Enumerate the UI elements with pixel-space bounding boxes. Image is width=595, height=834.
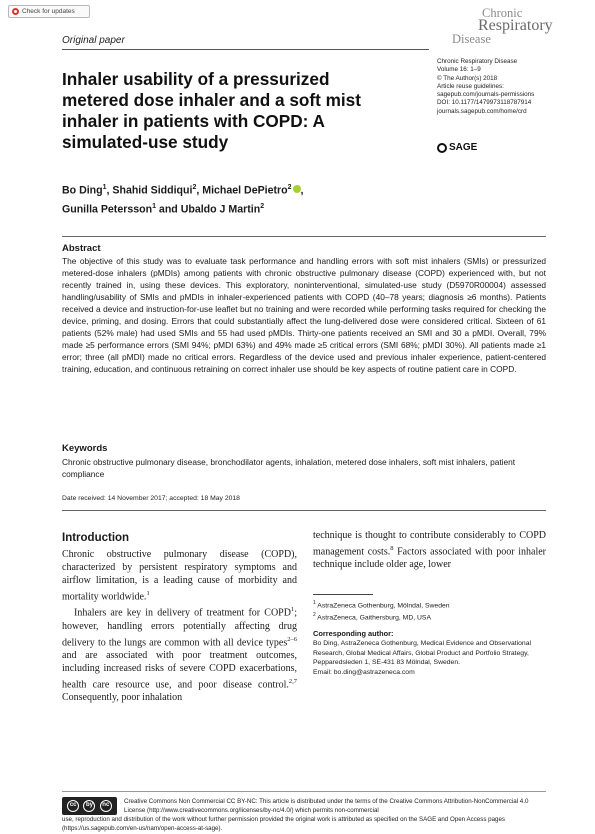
sage-ring-icon [437,143,447,153]
author-name: Shahid Siddiqui [112,184,193,197]
license-text-continued: use, reproduction and distribution of the work without further permission provided the original work is attributed as specified on the SAGE and Open Access pages (https://us.sagepub.com/en-us/nam/open-access-at-sage). [62,816,505,833]
paragraph-text: technique is thought to contribute considerably to COPD management costs. [313,530,546,558]
paragraph [313,529,546,571]
author-sep: , [106,184,113,197]
by-icon: by [83,800,95,812]
paragraph [62,603,297,704]
author-affil-sup: 2 [260,203,265,211]
meta-copyright: © The Author(s) 2018 [437,74,498,82]
introduction-column-2 [313,529,546,571]
paragraph-text: Factors associated with poor inhaler technique include older age, lower [313,546,546,571]
article-type: Original paper [62,35,125,46]
header-divider [62,49,429,50]
meta-permissions-link[interactable]: sagepub.com/journals-permissions [437,91,535,99]
abstract-heading: Abstract [62,243,101,254]
meta-volume: Volume 16: 1–9 [437,66,481,74]
corresponding-author [313,639,546,678]
affiliation-sup: 1 [313,600,316,606]
affiliations [313,599,546,623]
author-name: Ubaldo J Martin [180,203,261,216]
journal-logo-line-1: Chronic [482,6,523,20]
author-name: Bo Ding [62,184,103,197]
paragraph-text: Chronic obstructive pulmonary disease (COPD), characterized by persistent respiratory symptoms and airflow limitation, is a leading cause of morbidity and mortality worldwide. [62,549,297,603]
affiliation-sup: 2 [313,611,316,618]
paragraph-text: Consequently, poor inhalation [62,692,183,704]
introduction-column-1 [62,548,297,704]
journal-logo-line-2: Respiratory [478,17,553,34]
citation[interactable]: 1 [146,590,150,597]
corresponding-email[interactable]: Email: bo.ding@astrazeneca.com [313,669,415,677]
crossmark-icon [12,8,19,15]
author-list [62,180,422,218]
affiliation-text: AstraZeneca Gothenburg, Mölndal, Sweden [315,602,450,610]
publisher-name: SAGE [449,142,478,153]
corresponding-author-heading: Corresponding author: [313,629,394,638]
check-for-updates-button[interactable] [8,5,90,18]
author-affil-sup: 1 [152,203,156,211]
author-affil-sup: 1 [102,184,107,191]
citation[interactable]: 1 [290,606,295,614]
keywords-text: Chronic obstructive pulmonary disease, bronchodilator agents, inhalation, metered dose inhalers, soft mist inhalers, patient compliance [62,457,516,479]
author-name: Michael DePietro [202,184,288,197]
abstract-divider [62,236,546,237]
check-for-updates-label: Check for updates [22,8,75,15]
orcid-icon[interactable] [293,185,301,193]
meta-journal: Chronic Respiratory Disease [437,58,518,65]
footnote-divider [313,594,373,595]
paragraph [62,548,297,603]
author-affil-sup: 2 [287,184,292,191]
paragraph-text: and are associated with poor treatment outcomes, including increased risks of severe COPD exacerbations, health care resource use, and poor disease control. [62,649,297,691]
author-sep: and [155,203,181,216]
journal-logo-line-3: Disease [452,32,491,46]
dates-divider [62,510,546,511]
author-sep: , [300,184,304,197]
license-text: Creative Commons Non Commercial CC BY-NC: This article is distributed under the terms of the Creative Commons Attribution-NonCommercial 4.0 License (http://www.creativecommons.org/licenses/by-nc/4.0/) which permits non-commercial [124,798,529,815]
article-title: Inhaler usability of a pressurized metered dose inhaler and a soft mist inhaler in patients with COPD: A simulated-use study [62,69,361,152]
abstract-text: The objective of this study was to evaluate task performance and handling errors with soft mist inhalers (SMIs) or pressurized metered-dose inhalers (pMDIs) among patients with chronic obstructive pulmonary disease (COPD) experienced with, but not recently trained in, using these devices. This exploratory, noninterventional, simulated-use study (D5970R00004) assessed handling/usability of SMIs and pMDIs in inhaler-experienced patients with COPD (40–78 years; diagnosis ≥6 months). Patients received a device and instruction-for-use leaflet but no training and were recorded while performing tasks required for checking the device, priming, and dosing. Errors that could substantially affect the lung-delivered dose were considered critical. Sixteen of 61 patients (52% male) had used SMIs and 55 had used pMDIs. Thirty-one patients received an SMI and 30 a pMDI. Overall, 79% made ≥5 performance errors (SMI 94%; pMDI 63%) and 49% made ≥5 critical errors (SMI 68%; pMDI 30%). All patients made ≥1 error; three (all pMDI) made no critical errors. Regardless of the device used and previous inhaler experience, patient-centered training, education, and continuous retraining on correct inhaler use should be key aspects of routine patient care in COPD. [62,256,546,374]
corresponding-address: Bo Ding, AstraZeneca Gothenburg, Medical Evidence and Observational Research, Global Medical Affairs, Global Product and Portfolio Strategy, Pepparedsleden 1, SE-431 83 Mölndal, Sweden. [313,640,532,667]
meta-journal-link[interactable]: journals.sagepub.com/home/crd [437,107,527,115]
nc-icon: nc [100,800,112,812]
citation[interactable]: 2,7 [288,677,297,685]
author-affil-sup: 2 [192,184,197,191]
paragraph-text: ; however, handling errors potentially affecting drug delivery to the lungs are common with all device types [62,607,297,648]
license-divider [62,791,546,792]
journal-logo [452,6,580,50]
publisher-logo [437,142,477,153]
affiliation-text: AstraZeneca, Gaithersburg, MD, USA [315,614,431,622]
article-dates: Date received: 14 November 2017; accepted: 18 May 2018 [62,495,240,502]
keywords-heading: Keywords [62,443,108,454]
article-meta [437,58,587,116]
affiliation [313,599,546,611]
introduction-heading: Introduction [62,532,130,544]
cc-license-badge[interactable] [62,797,117,815]
affiliation [313,611,546,623]
author-sep: , [196,184,203,197]
author-name: Gunilla Petersson [62,203,153,216]
citation[interactable]: 8 [390,545,394,552]
cc-icon: cc [67,800,79,812]
meta-doi-link[interactable]: DOI: 10.1177/1479973118787914 [437,99,532,107]
meta-reuse: Article reuse guidelines: [437,82,504,90]
citation[interactable]: 2–6 [287,635,297,643]
paragraph-text: Inhalers are key in delivery of treatment for COPD [74,607,291,619]
